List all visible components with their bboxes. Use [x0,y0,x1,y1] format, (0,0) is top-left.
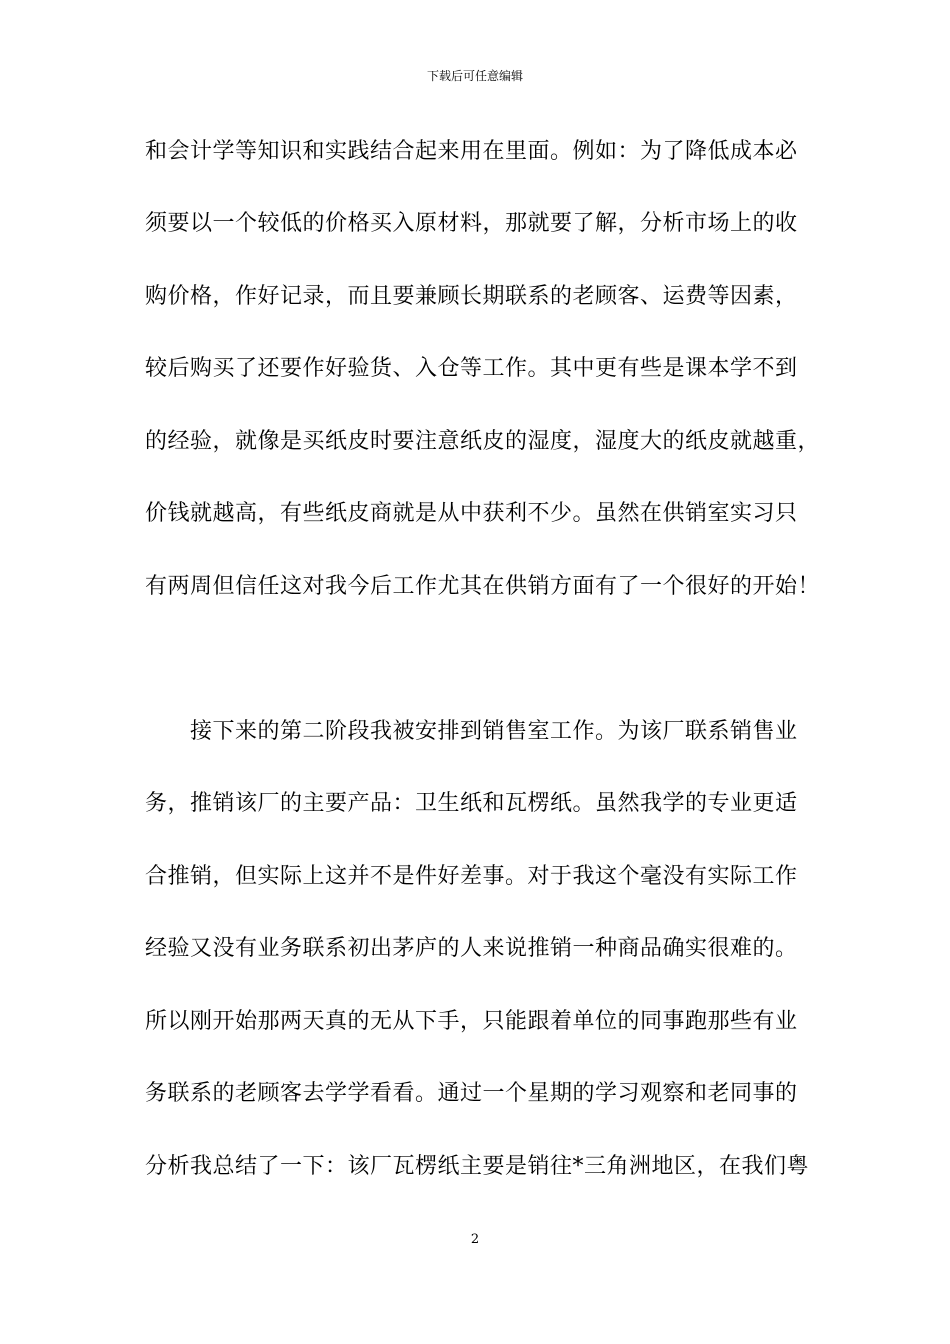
text-line: 和会计学等知识和实践结合起来用在里面。例如：为了降低成本必 [145,139,798,164]
text-line: 须要以一个较低的价格买入原材料，那就要了解，分析市场上的收 [145,211,798,236]
text-line: 的经验，就像是买纸皮时要注意纸皮的湿度，湿度大的纸皮就越重， [145,429,821,454]
text-line: 购价格，作好记录，而且要兼顾长期联系的老顾客、运费等因素， [145,284,798,309]
page-number: 2 [470,1232,480,1247]
text-line: 务，推销该厂的主要产品：卫生纸和瓦楞纸。虽然我学的专业更适 [145,791,798,816]
text-line: 较后购买了还要作好验货、入仓等工作。其中更有些是课本学不到 [145,356,798,381]
text-line: 分析我总结了一下：该厂瓦楞纸主要是销往*三角洲地区，在我们粤 [145,1154,810,1179]
text-line: 接下来的第二阶段我被安排到销售室工作。为该厂联系销售业 [145,719,798,744]
text-line: 经验又没有业务联系初出茅庐的人来说推销一种商品确实很难的。 [145,936,798,961]
header-note: 下载后可任意编辑 [426,69,523,83]
text-line: 合推销，但实际上这并不是件好差事。对于我这个毫没有实际工作 [145,864,798,889]
text-line: 有两周但信任这对我今后工作尤其在供销方面有了一个很好的开始！ [145,574,821,599]
text-line: 价钱就越高，有些纸皮商就是从中获利不少。虽然在供销室实习只 [145,501,798,526]
text-line: 所以刚开始那两天真的无从下手，只能跟着单位的同事跑那些有业 [145,1009,798,1034]
text-line: 务联系的老顾客去学学看看。通过一个星期的学习观察和老同事的 [145,1081,798,1106]
